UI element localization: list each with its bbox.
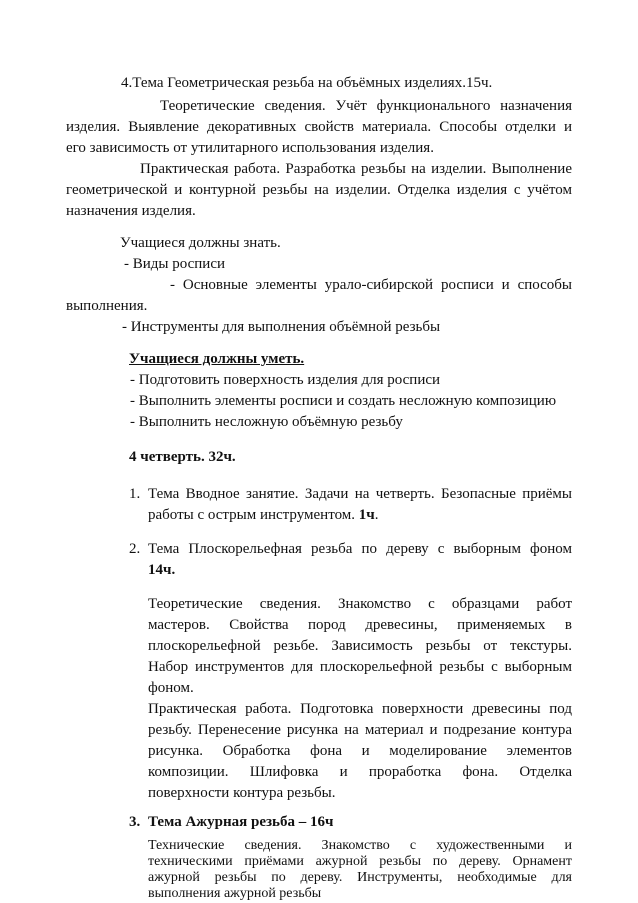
tech-line: Технические сведения. Знакомство с художественными и: [148, 838, 572, 853]
know-item: - Основные элементы урало-сибирской росписи и способы: [170, 277, 572, 293]
theory-line: Набор инструментов для плоскорельефной резьбы с выборным: [148, 659, 572, 675]
theory-line: Теоретические сведения. Учёт функционального назначения: [160, 98, 572, 114]
theory-line: изделия. Выявление декоративных свойств материала. Способы отделки и: [66, 119, 572, 135]
list-number: 3.: [129, 814, 141, 830]
tech-line: выполнения ажурной резьбы: [148, 886, 322, 901]
hours-label: 14ч.: [148, 562, 176, 578]
practice-line: композиции. Шлифовка и проработка фона. Отделка: [148, 764, 572, 780]
tech-line: ажурной резьбы по дереву. Инструменты, необходимые для: [148, 870, 572, 885]
know-item: - Виды росписи: [124, 256, 226, 272]
quarter-heading: 4 четверть. 32ч.: [129, 449, 236, 465]
practice-line: резьбу. Перенесение рисунка на материал и подрезание контура: [148, 722, 572, 738]
practice-line: Практическая работа. Подготовка поверхности древесины под: [148, 701, 572, 717]
able-heading: Учащиеся должны уметь.: [129, 351, 305, 367]
know-heading: Учащиеся должны знать.: [120, 235, 281, 251]
theory-line: его зависимость от утилитарного использования изделия.: [66, 140, 434, 156]
list-item-text: Тема Вводное занятие. Задачи на четверть. Безопасные приёмы: [148, 486, 572, 502]
list-item-text-part: работы с острым инструментом.: [148, 507, 356, 523]
know-item-continuation: выполнения.: [66, 298, 148, 314]
tech-line: техническими приёмами ажурной резьбы по дереву. Орнамент: [148, 854, 572, 869]
practice-line: Практическая работа. Разработка резьбы на изделии. Выполнение: [140, 161, 572, 177]
able-item: - Выполнить элементы росписи и создать несложную композицию: [130, 393, 557, 409]
list-number: 2.: [129, 541, 141, 557]
theory-line: плоскорельефной резьбе. Зависимость резьбы от текстуры.: [148, 638, 572, 654]
theory-line: Теоретические сведения. Знакомство с образцами работ: [148, 596, 572, 612]
list-number: 1.: [129, 486, 141, 502]
able-item: - Подготовить поверхность изделия для росписи: [130, 372, 441, 388]
practice-line: назначения изделия.: [66, 203, 196, 219]
able-item: - Выполнить несложную объёмную резьбу: [130, 414, 403, 430]
list-item-title: Тема Ажурная резьба – 16ч: [148, 814, 334, 830]
theory-line: мастеров. Свойства пород древесины, применяемых в: [148, 617, 572, 633]
know-item: - Инструменты для выполнения объёмной резьбы: [122, 319, 441, 335]
practice-line: поверхности контура резьбы.: [148, 785, 336, 801]
hours-label: 1ч: [358, 507, 375, 523]
list-item-text: [148, 505, 379, 526]
list-item-text: Тема Плоскорельефная резьба по дереву с выборным фоном: [148, 541, 572, 557]
topic-title: 4.Тема Геометрическая резьба на объёмных изделиях.15ч.: [121, 75, 493, 91]
list-item-punctuation: .: [374, 507, 379, 523]
practice-line: рисунка. Обработка фона и моделирование элементов: [148, 743, 572, 759]
practice-line: геометрической и контурной резьбы на изделии. Отделка изделия с учётом: [66, 182, 572, 198]
theory-line: фоном.: [148, 680, 194, 696]
